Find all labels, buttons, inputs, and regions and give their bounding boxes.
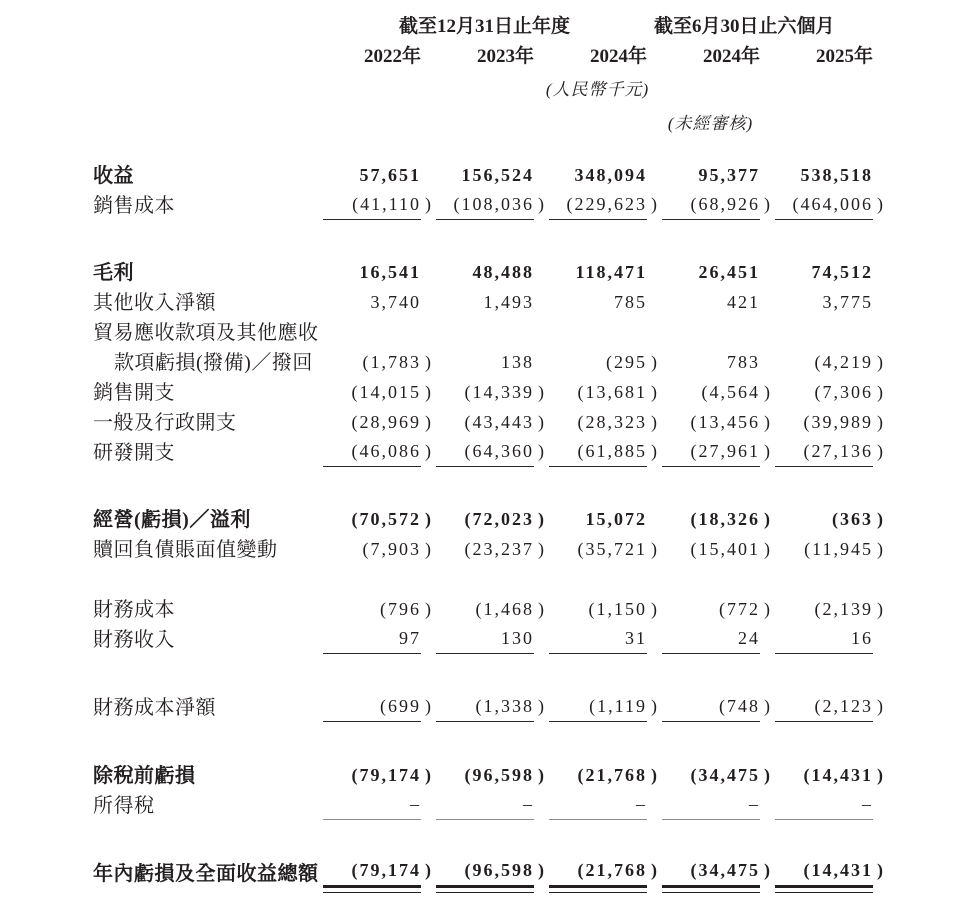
hanging-paren: ) xyxy=(538,696,544,716)
value-cell xyxy=(428,410,544,437)
value-text: 3,775 xyxy=(822,292,873,312)
value-cell xyxy=(767,380,883,407)
value-cell xyxy=(541,507,654,534)
value-text: 156,524 xyxy=(461,165,534,185)
value-cell xyxy=(315,350,431,377)
hanging-paren: ) xyxy=(425,696,431,716)
value-text: 26,451 xyxy=(698,262,760,282)
value-cell xyxy=(428,439,544,467)
value-text: (1,150 ) xyxy=(588,599,657,619)
value-cell xyxy=(767,260,880,287)
value-cell xyxy=(315,858,431,888)
hanging-paren: ) xyxy=(877,352,883,372)
hanging-paren: ) xyxy=(651,860,657,880)
value-text: (2,139 ) xyxy=(814,599,883,619)
hanging-paren: ) xyxy=(425,382,431,402)
value-text: (79,174 ) xyxy=(351,765,431,785)
value-cell xyxy=(654,507,770,534)
row-label: 財務成本淨額 xyxy=(93,697,216,719)
value-text: (79,174 ) xyxy=(323,858,421,888)
table-row xyxy=(93,790,893,820)
value-cell xyxy=(541,350,657,377)
table-row xyxy=(93,858,893,888)
value-cell xyxy=(315,626,428,654)
value-text: 421 xyxy=(727,292,760,312)
value-cell xyxy=(767,763,883,790)
hanging-paren: ) xyxy=(651,441,657,461)
hanging-paren: ) xyxy=(538,765,544,785)
value-cell xyxy=(541,290,654,317)
hanging-paren: ) xyxy=(651,765,657,785)
value-text: (7,903 ) xyxy=(362,539,431,559)
hanging-paren: ) xyxy=(425,539,431,559)
value-cell xyxy=(428,507,544,534)
value-cell xyxy=(315,597,431,624)
value-cell xyxy=(654,439,770,467)
hanging-paren: ) xyxy=(877,539,883,559)
value-cell xyxy=(541,626,654,654)
hanging-paren: ) xyxy=(764,194,770,214)
hanging-paren: ) xyxy=(651,194,657,214)
value-cell xyxy=(654,260,767,287)
value-cell xyxy=(315,260,428,287)
value-text: – xyxy=(549,792,647,820)
value-cell xyxy=(767,439,883,467)
value-text: (23,237 ) xyxy=(464,539,544,559)
value-text: 1,493 xyxy=(483,292,534,312)
value-text: 783 xyxy=(727,352,760,372)
value-cell xyxy=(541,192,657,220)
value-cell xyxy=(541,410,657,437)
value-cell xyxy=(654,858,770,888)
value-text: (21,768 ) xyxy=(577,765,657,785)
value-text: (70,572 ) xyxy=(351,509,431,529)
hanging-paren: ) xyxy=(538,441,544,461)
hanging-paren: ) xyxy=(425,765,431,785)
value-cell xyxy=(428,380,544,407)
value-cell xyxy=(428,694,544,722)
value-cell xyxy=(654,597,770,624)
value-text: (229,623 ) xyxy=(549,192,647,220)
value-text: (28,969 ) xyxy=(351,412,431,432)
value-text: (13,681 ) xyxy=(577,382,657,402)
value-cell xyxy=(315,290,428,317)
value-cell xyxy=(315,537,431,564)
value-text: (14,431 ) xyxy=(775,858,873,888)
row-spacer xyxy=(93,654,893,692)
unaudited-note: (未經審核) xyxy=(667,114,754,133)
value-text: 538,518 xyxy=(800,165,873,185)
header-period-groups xyxy=(93,8,893,38)
value-cell xyxy=(767,290,880,317)
value-cell xyxy=(654,763,770,790)
row-label: 款項虧損(撥備)／撥回 xyxy=(114,352,313,374)
value-text: (43,443 ) xyxy=(464,412,544,432)
hanging-paren: ) xyxy=(877,696,883,716)
table-row xyxy=(93,347,893,377)
table-row xyxy=(93,190,893,220)
value-text: (72,023 ) xyxy=(464,509,544,529)
value-text: (1,338 ) xyxy=(436,694,534,722)
value-cell xyxy=(541,163,654,190)
value-cell xyxy=(654,410,770,437)
value-text: (41,110 ) xyxy=(323,192,421,220)
year-column xyxy=(428,41,541,68)
value-cell xyxy=(654,694,770,722)
value-cell xyxy=(767,694,883,722)
value-cell xyxy=(541,537,657,564)
value-text: (1,119 ) xyxy=(549,694,647,722)
value-text: (14,339 ) xyxy=(464,382,544,402)
row-label: 研發開支 xyxy=(93,442,175,464)
value-text: (35,721 ) xyxy=(577,539,657,559)
value-cell xyxy=(315,380,431,407)
year-label: 2025年 xyxy=(815,46,873,67)
value-text: (39,989 ) xyxy=(803,412,883,432)
hanging-paren: ) xyxy=(425,352,431,372)
hanging-paren: ) xyxy=(425,599,431,619)
hanging-paren: ) xyxy=(764,696,770,716)
value-text: (2,123 ) xyxy=(775,694,873,722)
table-row xyxy=(93,594,893,624)
hanging-paren: ) xyxy=(425,860,431,880)
table-row xyxy=(93,287,893,317)
value-cell xyxy=(428,350,541,377)
value-cell xyxy=(541,380,657,407)
hanging-paren: ) xyxy=(651,382,657,402)
value-cell xyxy=(315,439,431,467)
hanging-paren: ) xyxy=(877,382,883,402)
row-spacer xyxy=(93,467,893,504)
value-cell xyxy=(654,192,770,220)
table-row xyxy=(93,317,893,347)
row-label: 收益 xyxy=(93,165,134,187)
year-column xyxy=(654,41,767,68)
value-cell xyxy=(767,350,883,377)
hanging-paren: ) xyxy=(538,599,544,619)
value-text: (46,086 ) xyxy=(323,439,421,467)
hanging-paren: ) xyxy=(764,412,770,432)
header-unaudited-row xyxy=(93,100,893,134)
row-label: 一般及行政開支 xyxy=(93,412,237,434)
value-cell xyxy=(428,290,541,317)
value-cell xyxy=(428,792,541,820)
value-text: (11,945 ) xyxy=(804,539,883,559)
value-cell xyxy=(428,537,544,564)
value-cell xyxy=(315,763,431,790)
hanging-paren: ) xyxy=(764,860,770,880)
hanging-paren: ) xyxy=(538,382,544,402)
value-cell xyxy=(541,792,654,820)
value-text: (464,006 ) xyxy=(775,192,873,220)
value-text: 24 xyxy=(662,626,760,654)
value-cell xyxy=(428,858,544,888)
value-text: (108,036 ) xyxy=(436,192,534,220)
value-cell xyxy=(315,410,431,437)
value-text: 31 xyxy=(549,626,647,654)
value-text: (1,468 ) xyxy=(475,599,544,619)
value-cell xyxy=(541,858,657,888)
value-text: (96,598 ) xyxy=(464,765,544,785)
row-label: 年內虧損及全面收益總額 xyxy=(93,863,319,885)
value-text: – xyxy=(436,792,534,820)
value-cell xyxy=(654,792,767,820)
row-label: 其他收入淨額 xyxy=(93,292,216,314)
hanging-paren: ) xyxy=(877,509,883,529)
value-text: 95,377 xyxy=(698,165,760,185)
value-cell xyxy=(315,694,431,722)
year-column xyxy=(767,41,880,68)
hanging-paren: ) xyxy=(425,194,431,214)
hanging-paren: ) xyxy=(651,412,657,432)
hanging-paren: ) xyxy=(425,412,431,432)
hanging-paren: ) xyxy=(651,599,657,619)
hanging-paren: ) xyxy=(764,599,770,619)
value-cell xyxy=(541,763,657,790)
table-row xyxy=(93,377,893,407)
value-cell xyxy=(767,626,880,654)
row-label: 財務成本 xyxy=(93,599,175,621)
value-cell xyxy=(428,163,541,190)
hanging-paren: ) xyxy=(877,412,883,432)
value-cell xyxy=(654,350,767,377)
table-row xyxy=(93,692,893,722)
value-text: (64,360 ) xyxy=(436,439,534,467)
value-cell xyxy=(541,597,657,624)
value-text: (295 ) xyxy=(606,352,657,372)
hanging-paren: ) xyxy=(764,509,770,529)
hanging-paren: ) xyxy=(877,599,883,619)
value-cell xyxy=(541,260,654,287)
value-cell xyxy=(428,597,544,624)
value-text: 16,541 xyxy=(359,262,421,282)
value-cell xyxy=(428,626,541,654)
value-text: (15,401 ) xyxy=(690,539,770,559)
value-text: 16 xyxy=(775,626,873,654)
value-text: (4,219 ) xyxy=(814,352,883,372)
value-text: 48,488 xyxy=(472,262,534,282)
hanging-paren: ) xyxy=(877,194,883,214)
value-cell xyxy=(767,507,883,534)
row-label: 貿易應收款項及其他應收 xyxy=(93,322,319,344)
value-text: (796 ) xyxy=(380,599,431,619)
row-label: 毛利 xyxy=(93,262,134,284)
value-text: (772 ) xyxy=(719,599,770,619)
row-spacer xyxy=(93,722,893,760)
value-cell xyxy=(654,163,767,190)
table-row xyxy=(93,534,893,564)
year-label: 2024年 xyxy=(702,46,760,67)
value-text: – xyxy=(323,792,421,820)
value-text: (96,598 ) xyxy=(436,858,534,888)
value-text: (363 ) xyxy=(832,509,883,529)
value-cell xyxy=(315,163,428,190)
value-text: (28,323 ) xyxy=(577,412,657,432)
value-cell xyxy=(654,626,767,654)
value-text: (7,306 ) xyxy=(814,382,883,402)
year-column xyxy=(315,41,428,68)
value-cell xyxy=(428,763,544,790)
value-text: (14,015 ) xyxy=(351,382,431,402)
table-row xyxy=(93,160,893,190)
value-text: 3,740 xyxy=(370,292,421,312)
value-text: 97 xyxy=(323,626,421,654)
value-text: (27,136 ) xyxy=(775,439,873,467)
value-cell xyxy=(767,792,880,820)
value-text: 74,512 xyxy=(811,262,873,282)
table-row xyxy=(93,437,893,467)
value-text: (34,475 ) xyxy=(690,765,770,785)
table-row xyxy=(93,407,893,437)
hanging-paren: ) xyxy=(425,441,431,461)
hanging-paren: ) xyxy=(764,765,770,785)
value-cell xyxy=(428,260,541,287)
value-cell xyxy=(315,192,431,220)
value-text: 130 xyxy=(436,626,534,654)
value-text: (27,961 ) xyxy=(662,439,760,467)
hanging-paren: ) xyxy=(877,765,883,785)
hanging-paren: ) xyxy=(877,860,883,880)
year-label: 2024年 xyxy=(589,46,647,67)
hanging-paren: ) xyxy=(651,539,657,559)
value-text: (699 ) xyxy=(323,694,421,722)
value-text: 57,651 xyxy=(359,165,421,185)
value-cell xyxy=(767,537,883,564)
value-text: (34,475 ) xyxy=(662,858,760,888)
income-statement-table xyxy=(93,0,893,888)
value-cell xyxy=(767,858,883,888)
value-cell xyxy=(767,192,883,220)
value-text: (748 ) xyxy=(662,694,760,722)
year-column xyxy=(541,41,654,68)
row-spacer xyxy=(93,820,893,858)
header-currency-row xyxy=(93,68,893,100)
row-spacer xyxy=(93,220,893,257)
table-row xyxy=(93,257,893,287)
value-text: 15,072 xyxy=(585,509,647,529)
value-cell xyxy=(541,694,657,722)
hanging-paren: ) xyxy=(651,696,657,716)
table-rows xyxy=(93,160,893,888)
year-label: 2022年 xyxy=(363,46,421,67)
value-cell xyxy=(654,380,770,407)
value-text: 348,094 xyxy=(574,165,647,185)
hanging-paren: ) xyxy=(425,509,431,529)
value-text: – xyxy=(662,792,760,820)
value-text: (21,768 ) xyxy=(549,858,647,888)
value-text: (61,885 ) xyxy=(549,439,647,467)
value-text: (13,456 ) xyxy=(690,412,770,432)
table-row xyxy=(93,504,893,534)
value-text: (68,926 ) xyxy=(662,192,760,220)
value-text: 118,471 xyxy=(575,262,647,282)
value-cell xyxy=(654,290,767,317)
hanging-paren: ) xyxy=(764,441,770,461)
value-cell xyxy=(315,507,431,534)
period-group-interim: 截至6月30日止六個月 xyxy=(654,16,835,37)
hanging-paren: ) xyxy=(538,860,544,880)
value-text: – xyxy=(775,792,873,820)
row-spacer xyxy=(93,564,893,594)
value-text: 138 xyxy=(501,352,534,372)
header-years-row xyxy=(93,38,893,68)
value-text: (18,326 ) xyxy=(690,509,770,529)
row-label: 財務收入 xyxy=(93,629,175,651)
row-label: 所得稅 xyxy=(93,795,155,817)
hanging-paren: ) xyxy=(538,194,544,214)
table-row xyxy=(93,760,893,790)
hanging-paren: ) xyxy=(538,539,544,559)
value-cell xyxy=(428,192,544,220)
value-cell xyxy=(654,537,770,564)
hanging-paren: ) xyxy=(877,441,883,461)
hanging-paren: ) xyxy=(538,412,544,432)
row-label: 除稅前虧損 xyxy=(93,765,196,787)
value-cell xyxy=(767,597,883,624)
hanging-paren: ) xyxy=(764,539,770,559)
hanging-paren: ) xyxy=(764,382,770,402)
value-cell xyxy=(541,439,657,467)
table-row xyxy=(93,624,893,654)
row-label: 銷售成本 xyxy=(93,195,175,217)
row-label: 銷售開支 xyxy=(93,382,175,404)
value-text: (1,783 ) xyxy=(362,352,431,372)
header-gap xyxy=(93,134,893,160)
value-cell xyxy=(767,163,880,190)
value-text: (4,564 ) xyxy=(701,382,770,402)
value-text: (14,431 ) xyxy=(803,765,883,785)
hanging-paren: ) xyxy=(651,352,657,372)
year-label: 2023年 xyxy=(476,46,534,67)
value-cell xyxy=(767,410,883,437)
row-label: 贖回負債賬面值變動 xyxy=(93,539,278,561)
value-cell xyxy=(315,792,428,820)
hanging-paren: ) xyxy=(538,509,544,529)
currency-note: (人民幣千元) xyxy=(545,80,650,99)
row-label: 經營(虧損)／溢利 xyxy=(93,509,251,531)
value-text: 785 xyxy=(614,292,647,312)
period-group-annual: 截至12月31日止年度 xyxy=(398,16,570,37)
